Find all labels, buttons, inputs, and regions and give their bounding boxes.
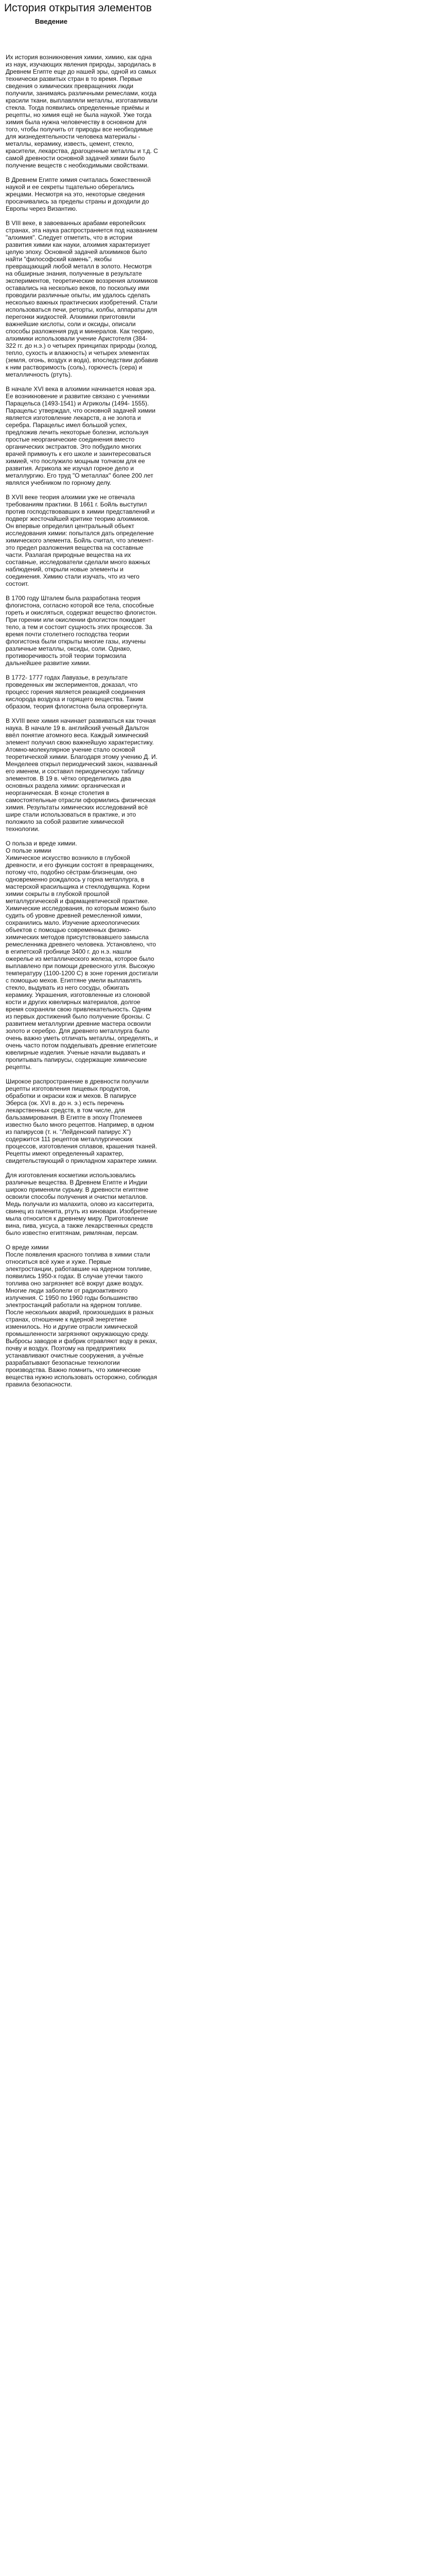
page-subtitle: Введение xyxy=(35,18,67,25)
section-heading-benefit-harm: О польза и вреде химии. xyxy=(6,840,77,847)
paragraph-lavoisier: В 1772- 1777 годах Лавуазье, в результате проведенных им экспериментов, доказал, что процесс горения является реакцией соединения кислорода воздуха и горящего вещества. Таким образом, теория флогистона была опровергнута. xyxy=(6,674,148,710)
paragraph-intro: Их история возникновения химии, химию, как одна из наук, изучающих явления природы, зародилась в Древнем Египте еще до нашей эры, одной из самых технически развитых стран в то время. Первые сведения о химических превращениях люди получили, занимаясь различными ремеслами, когда красили ткани, выплавляли металлы, изготавливали стекла. Тогда появились определенные приёмы и рецепты, но химия ещё не была наукой. Уже тогда химия была нужна человечеству в основном для того, чтобы получить от природы все необходимые для жизнедеятельности человека материалы - металлы, керамику, известь, цемент, стекло, красители, лекарства, драгоценные металлы и т.д. С самой древности основной задачей химии было получение веществ с необходимыми свойствами. xyxy=(6,54,158,169)
paragraph-phlogiston: В 1700 году Шталем была разработана теория флогистона, согласно которой все тела, способные гореть и окисляться, содержат вещество флогистон. При горении или окислении флогистон покидает тело, а тем и состоит сущность этих процессов. За время почти столетнего господства теории флогистона были открыты многие газы, изучены различные металлы, оксиды, соли. Однако, противоречивость этой теории тормозила дальнейшее развитие химии. xyxy=(6,595,157,667)
paragraph-cosmetics: Для изготовления косметики использовались различные вещества. В Древнем Египте и Индии широко применяли сурьму. В древности египтяне освоили способы получения и очистки металлов. Медь получали из малахита, олово из касситерита, свинец из галенита, ртуть из киновари. Изобретение мыла относится к древнему миру. Приготовление вина, пива, уксуса, а также лекарственных средств было известно египтянам, римлянам, персам. xyxy=(6,1172,158,1236)
article-body xyxy=(6,54,158,1395)
section-heading-harm: О вреде химии xyxy=(6,1244,49,1251)
paragraph-alchemy: В VIII веке, в завоеванных арабами европейских странах, эта наука распространяется под названием "алхимия". Следует отметить, что в истории развития химии как науки, алхимия характеризует целую эпоху. Основной задачей алхимиков было найти "философский камень", якобы превращающий любой металл в золото. Несмотря на обширные знания, полученные в результате экспериментов, теоретические воззрения алхимиков оставались на несколько веков, по поскольку ими проводили различные опыты, им удалось сделать несколько важных практических изобретений. Стали использоваться печи, реторты, колбы, аппараты для перегонки жидкостей. Алхимики приготовили важнейшие кислоты, соли и оксиды, описали способы разложения руд и минералов. Как теорию, алхимики использовали учение Аристотеля (384- 322 гг. до н.э.) о четырех принципах природы (холод, тепло, сухость и влажность) и четырех элементах (земля, огонь, воздух и вода), впоследствии добавив к ним растворимость (соль), горючесть (сера) и металличность (ртуть). xyxy=(6,219,158,378)
paragraph-recipes: Широкое распространение в древности получили рецепты изготовления пищевых продуктов, обработки и окраски кож и мехов. В папирусе Эберса (ок. XVI в. до н. э.) есть перечень лекарственных средств, в том числе, для бальзамирования. В Египте в эпоху Птолемеев известно было много рецептов. Например, в одном из папирусов (т. н. "Лейденский папирус X") содержится 111 рецептов металлургических процессов, изготовления сплавов, крашения тканей. Рецепты имеют определенный характер, свидетельствующий о прикладном характере химии. xyxy=(6,1078,158,1164)
paragraph-ancient-crafts: Химическое искусство возникло в глубокой древности, и его функции состоят в превращениях, потому что, подобно сёстрам-близнецам, оно одновременно рождалось у горна металлурга, в мастерской красильщика и стеклодувщика. Корни химии сокрыты в глубокой прошлой металлургической и фармацевтической практике. Химические исследования, по которым можно было судить об уровне древней ремесленной химии, сохранились мало. Изучение археологических объектов с помощью современных физико-химических методов присутствовавшего замысла ремесленника древнего человека. Установлено, что в египетской гробнице 3400 г. до н.э. нашли ожерелье из металлического железа, которое было выплавлено при помощи древесного угля. Высокую температуру (1100-1200 С) в зоне горения достигали с помощью мехов. Египтяне умели выплавлять стекло, выдувать из него сосуды, обжигать керамику. Украшения, изготовленные из слоновой кости и других ювелирных материалов, долгое время сохраняли свою привлекательность. Одним из первых достижений было получение бронзы. С развитием металлургии древние мастера освоили золото и серебро. Для древнего металлурга было очень важно уметь отличать металлы, определять, и очень часто потом подделывать древние египетские ювелирные изделия. Ученые начали выдавать и пропитывать папирусы, содержащие химические рецепты. xyxy=(6,854,158,1071)
section-heading-benefit: О пользе химии xyxy=(6,847,51,854)
paragraph-paracelsus: В начале XVI века в алхимии начинается новая эра. Ее возникновение и развитие связано с учениями Парацельса (1493-1541) и Агриколы (1494- 1555). Парацельс утверждал, что основной задачей химии является изготовление лекарств, а не золота и серебра. Парацельс имел большой успех, предложив лечить некоторые болезни, используя простые неорганические соединения вместо органических экстрактов. Это побудило многих врачей примкнуть к его школе и заинтересоваться химией, что послужило мощным толчком для ее развития. Агрикола же изучал горное дело и металлургию. Его труд "О металлах" более 200 лет являлся учебником по горному делу. xyxy=(6,385,156,486)
paragraph-modern-chemistry: В XVIII веке химия начинает развиваться как точная наука. В начале 19 в. английский ученый Дальтон ввёл понятие атомного веса. Каждый химический элемент получил свою важнейшую характеристику. Атомно-молекулярное учение стало основой теоретической химии. Благодаря этому учению Д. И. Менделеев открыл периодический закон, названный его именем, и составил периодическую таблицу элементов. В 19 в. чётко определились два основных раздела химии: органическая и неорганическая. В конце столетия в самостоятельные отрасли оформились физическая химия. Результаты химических исследований всё шире стали использоваться в практике, и это положило за собой развитие химической технологии. xyxy=(6,717,158,833)
paragraph-egypt: В Древнем Египте химия считалась божественной наукой и ее секреты тщательно оберегались жрецами. Несмотря на это, некоторые сведения просачивались за пределы страны и доходили до Европы через Византию. xyxy=(6,176,151,212)
paragraph-harm: После появления красного топлива в химии стали относиться всё хуже и хуже. Первые электростанции, работавшие на ядерном топливе, появились 1950-х годах. В случае утечки такого топлива оно загрязняет всё вокруг даже воздух. Многие люди заболели от радиоактивного излучения. С 1950 по 1960 годы большинство электростанций работали на ядерном топливе. После нескольких аварий, произошедших в разных странах, отношение к ядерной энергетике изменилось. Но и другие отрасли химической промышленности загрязняют окружающую среду. Выбросы заводов и фабрик отравляют воду в реках, почву и воздух. Поэтому на предприятиях устанавливают очистные сооружения, а учёные разрабатывают безопасные технологии производства. Важно помнить, что химические вещества нужно использовать осторожно, соблюдая правила безопасности. xyxy=(6,1251,158,1388)
paragraph-boyle: В XVII веке теория алхимии уже не отвечала требованиям практики. В 1661 г. Бойль выступил против господствовавших в химии представлений и подверг жесточайшей критике теорию алхимиков. Он впервые определил центральный объект исследования химии: попытался дать определение химического элемента. Бойль считал, что элемент-это предел разложения вещества на составные части. Разлагая природные вещества на их составные, исследователи сделали много важных наблюдений, открыли новые элементы и соединения. Химию стали изучать, что из чего состоит. xyxy=(6,494,155,587)
page-title: История открытия элементов xyxy=(4,2,152,14)
